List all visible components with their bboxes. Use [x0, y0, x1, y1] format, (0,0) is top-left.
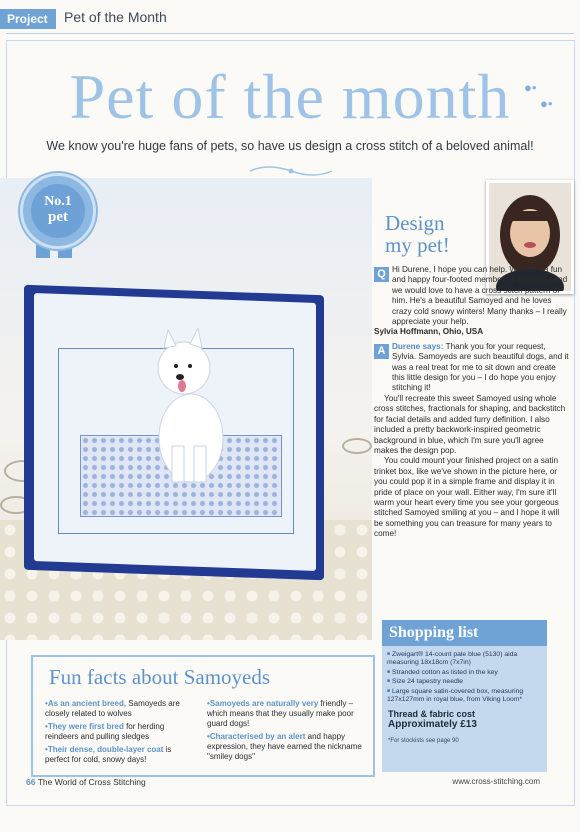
paw-icon: ●• — [540, 96, 553, 111]
bracelet — [342, 438, 372, 454]
list-item: ■ Zweigart® 14-count pale blue (5130) aida measuring 18x18cm (7x7in) — [387, 650, 542, 668]
fun-facts-box — [31, 655, 375, 777]
answer-paragraph-3: You could mount your finished project on a satin trinket box, like we've shown in the picture here, or you could pop it in a simple frame and display it in pride of place on your wall. Either way, I'm sure it'll warm your heart every time you see your gorgeous stitched Samoyed smiling at you – and I hope it will be something you can treasure for many years to come! — [374, 456, 560, 539]
page-title: Pet of the month — [69, 61, 511, 132]
reader-signature: Sylvia Hoffmann, Ohio, USA — [374, 327, 484, 337]
fact-item: • They were first bred for herding reindeers and pulling sledges — [45, 722, 195, 742]
list-item: ■ Large square satin-covered box, measuring 127x127mm in royal blue, from Viking Loom* — [387, 687, 542, 705]
fact-item: • As an ancient breed, Samoyeds are closely related to wolves — [45, 699, 195, 719]
cost-label: Thread & fabric cost — [388, 709, 476, 720]
badge-word: pet — [48, 209, 68, 225]
letter-body — [374, 265, 570, 540]
list-item: ■ Stranded cotton as listed in the key — [387, 668, 542, 677]
stockists-note: *For stockists see page 90 — [388, 738, 459, 745]
paw-icon: ●• — [524, 80, 537, 95]
list-item: ■ Size 24 tapestry needle — [387, 677, 542, 686]
facts-column-2 — [207, 699, 365, 765]
answer-marker: A — [374, 344, 389, 359]
answer-lead: Durene says: — [392, 341, 444, 351]
badge-number: No.1 — [44, 194, 72, 209]
shopping-title: Shopping list — [382, 620, 547, 646]
subtitle: We know you're huge fans of pets, so have us design a cross stitch of a beloved animal! — [46, 139, 534, 153]
facts-column-1 — [45, 699, 195, 768]
question-marker: Q — [374, 267, 389, 282]
pet-badge — [20, 173, 96, 249]
page-number: 66 — [26, 777, 36, 787]
reader-question: Hi Durene, I hope you can help. We have a fun and happy four-footed member of our family and we would love to have a cross stitch pattern of him. He's a beautiful Samoyed and he loves crazy cold snowy winters! Many thanks – I really appreciate your help. — [392, 265, 568, 327]
fact-item: • Their dense, double-layer coat is perfect for cold, snowy days! — [45, 745, 195, 765]
section-title: Pet of the Month — [64, 9, 167, 25]
design-title: Design my pet! — [385, 211, 450, 257]
samoyed-stitch — [146, 328, 236, 486]
project-tag: Project — [0, 9, 56, 29]
header-rule — [6, 33, 574, 34]
shopping-items — [382, 650, 547, 704]
shopping-list — [382, 620, 547, 772]
swirl-ornament-icon — [248, 163, 334, 179]
magazine-name: The World of Cross Stitching — [37, 777, 146, 787]
answer-paragraph-1: Thank you for your request, Sylvia. Samoyeds are such beautiful dogs, and it was a real treat for me to sit down and create this little design for you – I do hope you enjoy stitching it! — [392, 341, 569, 393]
footer-url[interactable]: www.cross-stitching.com — [452, 777, 540, 786]
facts-title: Fun facts about Samoyeds — [49, 665, 271, 689]
fact-item: • Samoyeds are naturally very friendly – which means that they usually make poor guard dogs! — [207, 699, 365, 729]
cost-value: Approximately £13 — [388, 719, 477, 731]
answer-paragraph-2: You'll recreate this sweet Samoyed using whole cross stitches, fractionals for shaping, and backstitch for facial details and added furry definition. I also included a pretty backwork-inspired geometric background in blue, which I'm sure you'll agree makes the design pop. — [374, 393, 566, 455]
footer-page — [26, 777, 146, 787]
fact-item: • Characterised by an alert and happy expression, they have earned the nickname "smiley dogs" — [207, 732, 365, 762]
